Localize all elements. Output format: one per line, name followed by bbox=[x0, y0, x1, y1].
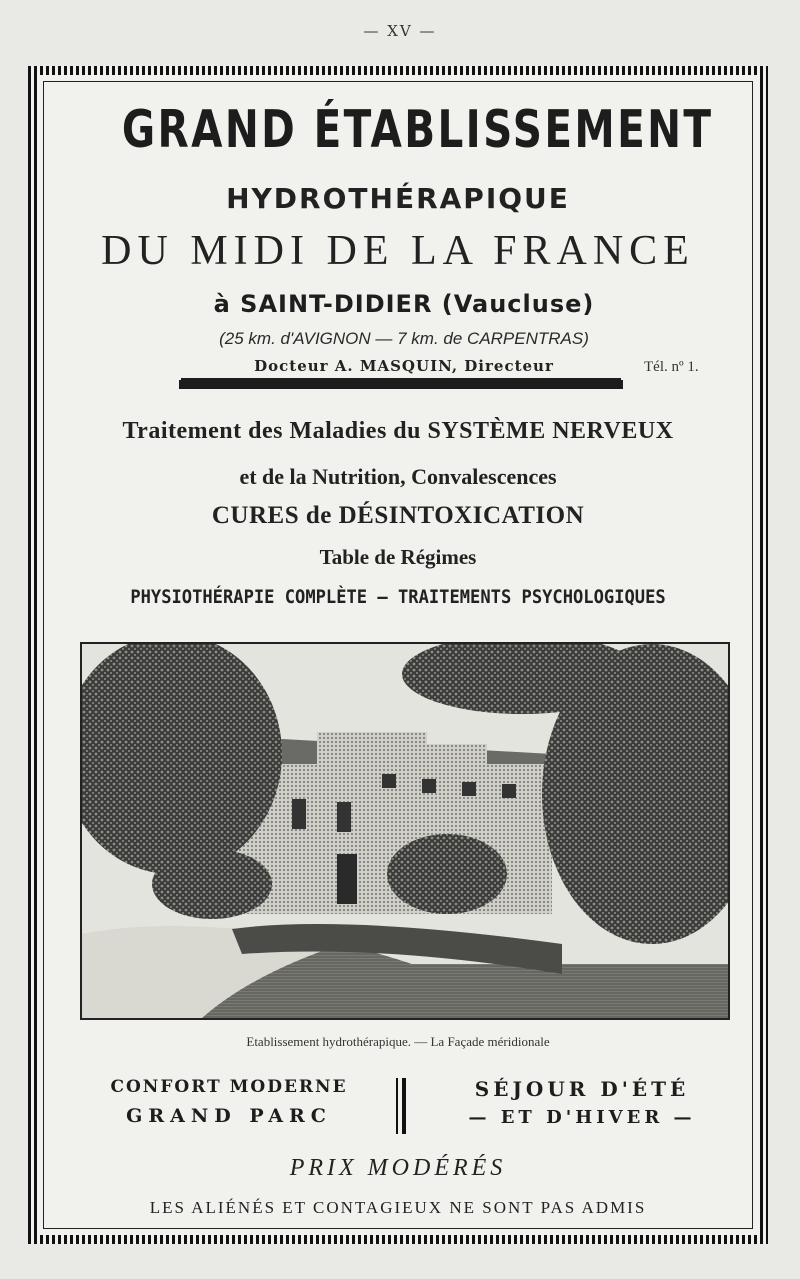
treatment-line-1: Traitement des Maladies du SYSTÈME NERVEUX bbox=[122, 418, 674, 444]
header-rule bbox=[179, 380, 623, 389]
prix-moderes: PRIX MODÉRÉS bbox=[289, 1155, 507, 1181]
confort-line-1: CONFORT MODERNE bbox=[110, 1077, 348, 1097]
admission-notice: LES ALIÉNÉS ET CONTAGIEUX NE SONT PAS ADMIS bbox=[149, 1198, 647, 1217]
image-caption: Etablissement hydrothérapique. — La Façade méridionale bbox=[246, 1034, 550, 1049]
advertisement-inner-border bbox=[43, 81, 753, 1229]
subtitle: HYDROTHÉRAPIQUE bbox=[226, 182, 570, 215]
distances-line: (25 km. d'AVIGNON — 7 km. de CARPENTRAS) bbox=[219, 329, 589, 348]
treatment-line-4: Table de Régimes bbox=[319, 545, 477, 569]
sejour-block bbox=[432, 1077, 732, 1128]
main-title: GRAND ÉTABLISSEMENT bbox=[121, 100, 714, 160]
sejour-line-1: SÉJOUR D'ÉTÉ bbox=[474, 1077, 690, 1101]
treatment-line-5: PHYSIOTHÉRAPIE COMPLÈTE — TRAITEMENTS PSYCHOLOGIQUES bbox=[130, 586, 666, 608]
footer-divider bbox=[396, 1078, 406, 1134]
advertisement-frame bbox=[28, 66, 768, 1244]
page-number: — XV — bbox=[363, 22, 437, 40]
phone-number: Tél. nº 1. bbox=[644, 359, 699, 375]
confort-line-2: GRAND PARC bbox=[126, 1105, 332, 1127]
sejour-line-2: — ET D'HIVER — bbox=[468, 1107, 696, 1128]
building-engraving bbox=[80, 642, 730, 1020]
treatment-line-3: CURES de DÉSINTOXICATION bbox=[211, 502, 585, 529]
location-line: à SAINT-DIDIER (Vaucluse) bbox=[213, 290, 595, 318]
director-line: Docteur A. MASQUIN, Directeur bbox=[254, 357, 554, 375]
engraving-illustration bbox=[82, 644, 728, 1018]
confort-block bbox=[84, 1077, 374, 1127]
treatment-line-2: et de la Nutrition, Convalescences bbox=[239, 464, 557, 489]
region-title: DU MIDI DE LA FRANCE bbox=[101, 228, 695, 274]
